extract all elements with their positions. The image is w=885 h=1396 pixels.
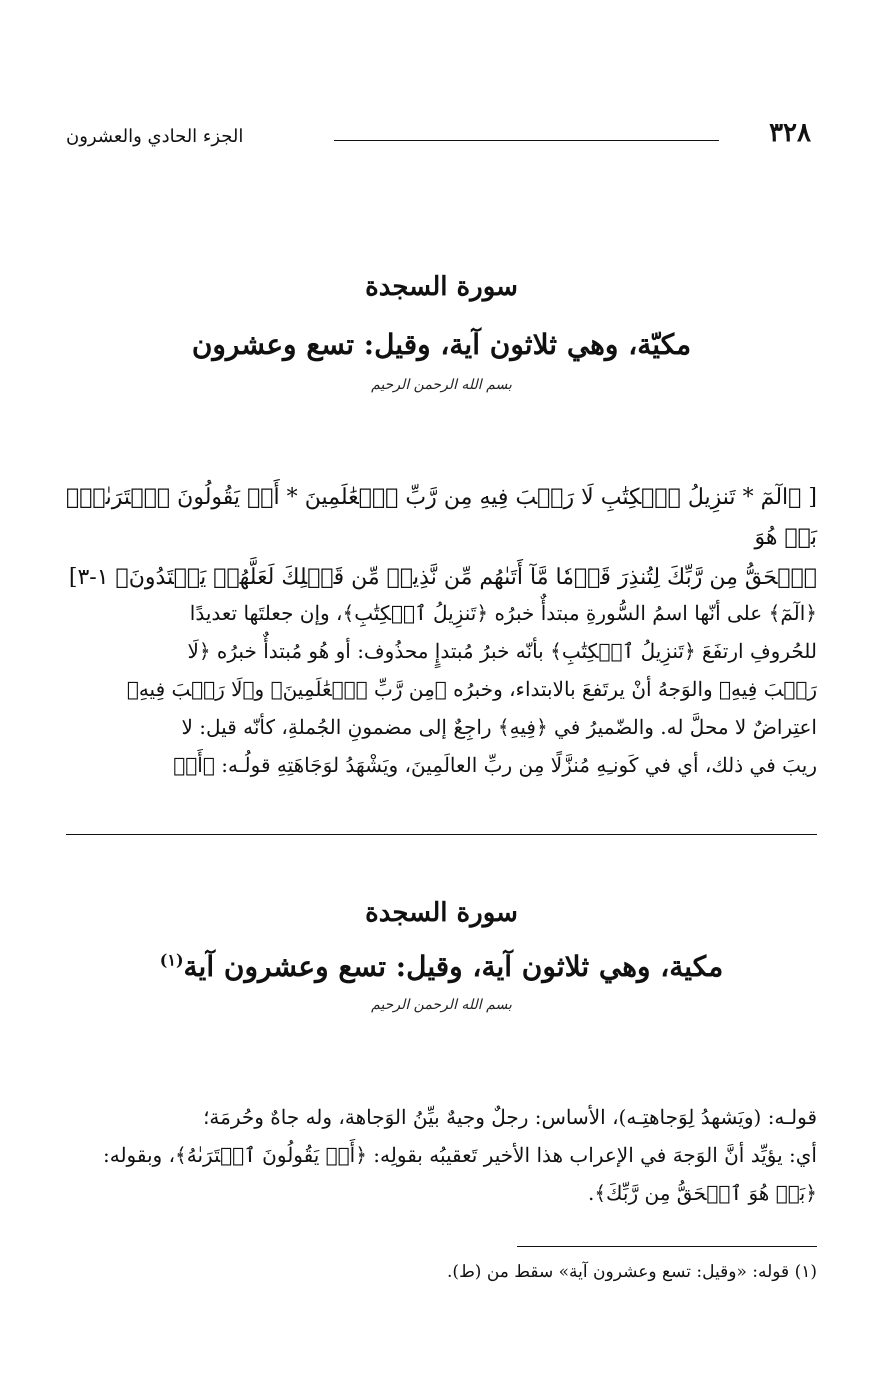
commentary-line: للحُروفِ ارتفَعَ ﴿تَنزِيلُ ٱلۡكِتَٰبِ﴾ بأنّه خبرُ مُبتدإٍ محذُوف: أو هُو مُبتدأٌ خبرُه ﴿لَا — [187, 639, 817, 663]
commentary-line: اعتِراضٌ لا محلَّ له. والضّميرُ في ﴿فِيهِ﴾ راجِعٌ إلى مضمونِ الجُملةِ، كأنّه قيل: لا — [181, 715, 817, 739]
commentary-line: ريبَ في ذلك، أي في كَونـِهِ مُنزَّلًا مِن ربِّ العالَمِينَ، ويَشْهَدُ لوَجَاهَتِهِ قولُـه: ﴿أَمۡ — [173, 753, 817, 777]
gloss-paragraph — [66, 1098, 817, 1212]
basmala-calligraphy — [66, 377, 817, 393]
footnote-ref: (١) — [159, 950, 184, 970]
header-rule — [334, 140, 719, 141]
section-two-heading — [66, 898, 817, 1013]
basmala-text: بسم الله الرحمن الرحيم — [371, 377, 512, 393]
verse-line: [ ﴿الٓمٓ * تَنزِيلُ ٱلۡكِتَٰبِ لَا رَيۡبَ فِيهِ مِن رَّبِّ ٱلۡعَٰلَمِينَ * أَمۡ يَقُولُونَ ٱفۡتَرَىٰهُۚ بَلۡ هُوَ — [66, 485, 817, 550]
page-number: ٣٢٨ — [769, 118, 811, 148]
verse-line: ٱلۡحَقُّ مِن رَّبِّكَ لِتُنذِرَ قَوۡمٗا مَّآ أَتَىٰهُم مِّن نَّذِيرٖ مِّن قَبۡلِكَ لَعَلَّهُمۡ يَهۡتَدُونَ﴾ ١-٣] — [68, 565, 817, 590]
commentary-line: ﴿الٓمٓ﴾ على أنّها اسمُ السُّورةِ مبتدأٌ خبرُه ﴿تَنزِيلُ ٱلۡكِتَٰبِ﴾، وإن جعلتَها تعديدًا — [189, 601, 817, 625]
surah-subtitle — [66, 950, 817, 983]
surah-subtitle-text: مكية، وهي ثلاثون آية، وقيل: تسع وعشرون آية — [183, 950, 724, 983]
section-one-heading — [66, 272, 817, 393]
surah-title: سورة السجدة — [365, 272, 518, 302]
footnote: (١) قوله: «وقيل: تسع وعشرون آية» سقط من (ط). — [447, 1262, 817, 1282]
running-title: الجزء الحادي والعشرون — [66, 126, 244, 147]
gloss-line: ﴿بَلۡ هُوَ ٱلۡحَقُّ مِن رَّبِّكَ﴾. — [587, 1181, 817, 1205]
commentary-line: رَيۡبَ فِيهِ﴾ والوَجهُ أنْ يرتَفعَ بالابتداء، وخبرُه ﴿مِن رَّبِّ ٱلۡعَٰلَمِينَ﴾ و﴿لَا رَيۡبَ فِيهِ﴾ — [126, 677, 817, 701]
footnote-rule — [517, 1246, 817, 1247]
basmala-calligraphy — [66, 997, 817, 1013]
surah-title: سورة السجدة — [365, 898, 518, 928]
quran-verse-block — [66, 478, 817, 598]
basmala-text: بسم الله الرحمن الرحيم — [371, 997, 512, 1013]
gloss-line: أي: يؤيِّد أنَّ الوَجهَ في الإعراب هذا الأخير تَعقيبُه بقولِه: ﴿أَمۡ يَقُولُونَ ٱفۡتَرَىٰهُ﴾، وبقوله: — [102, 1143, 817, 1167]
section-divider — [66, 834, 817, 835]
surah-subtitle: مكيّة، وهي ثلاثون آية، وقيل: تسع وعشرون — [191, 328, 692, 361]
commentary-paragraph — [66, 594, 817, 784]
running-header — [66, 118, 811, 158]
gloss-line: قولـه: (ويَشهدُ لِوَجاهتِـه)، الأساس: رجلٌ وجيهٌ بيِّنُ الوَجاهة، وله جاهٌ وحُرمَة؛ — [203, 1105, 817, 1129]
